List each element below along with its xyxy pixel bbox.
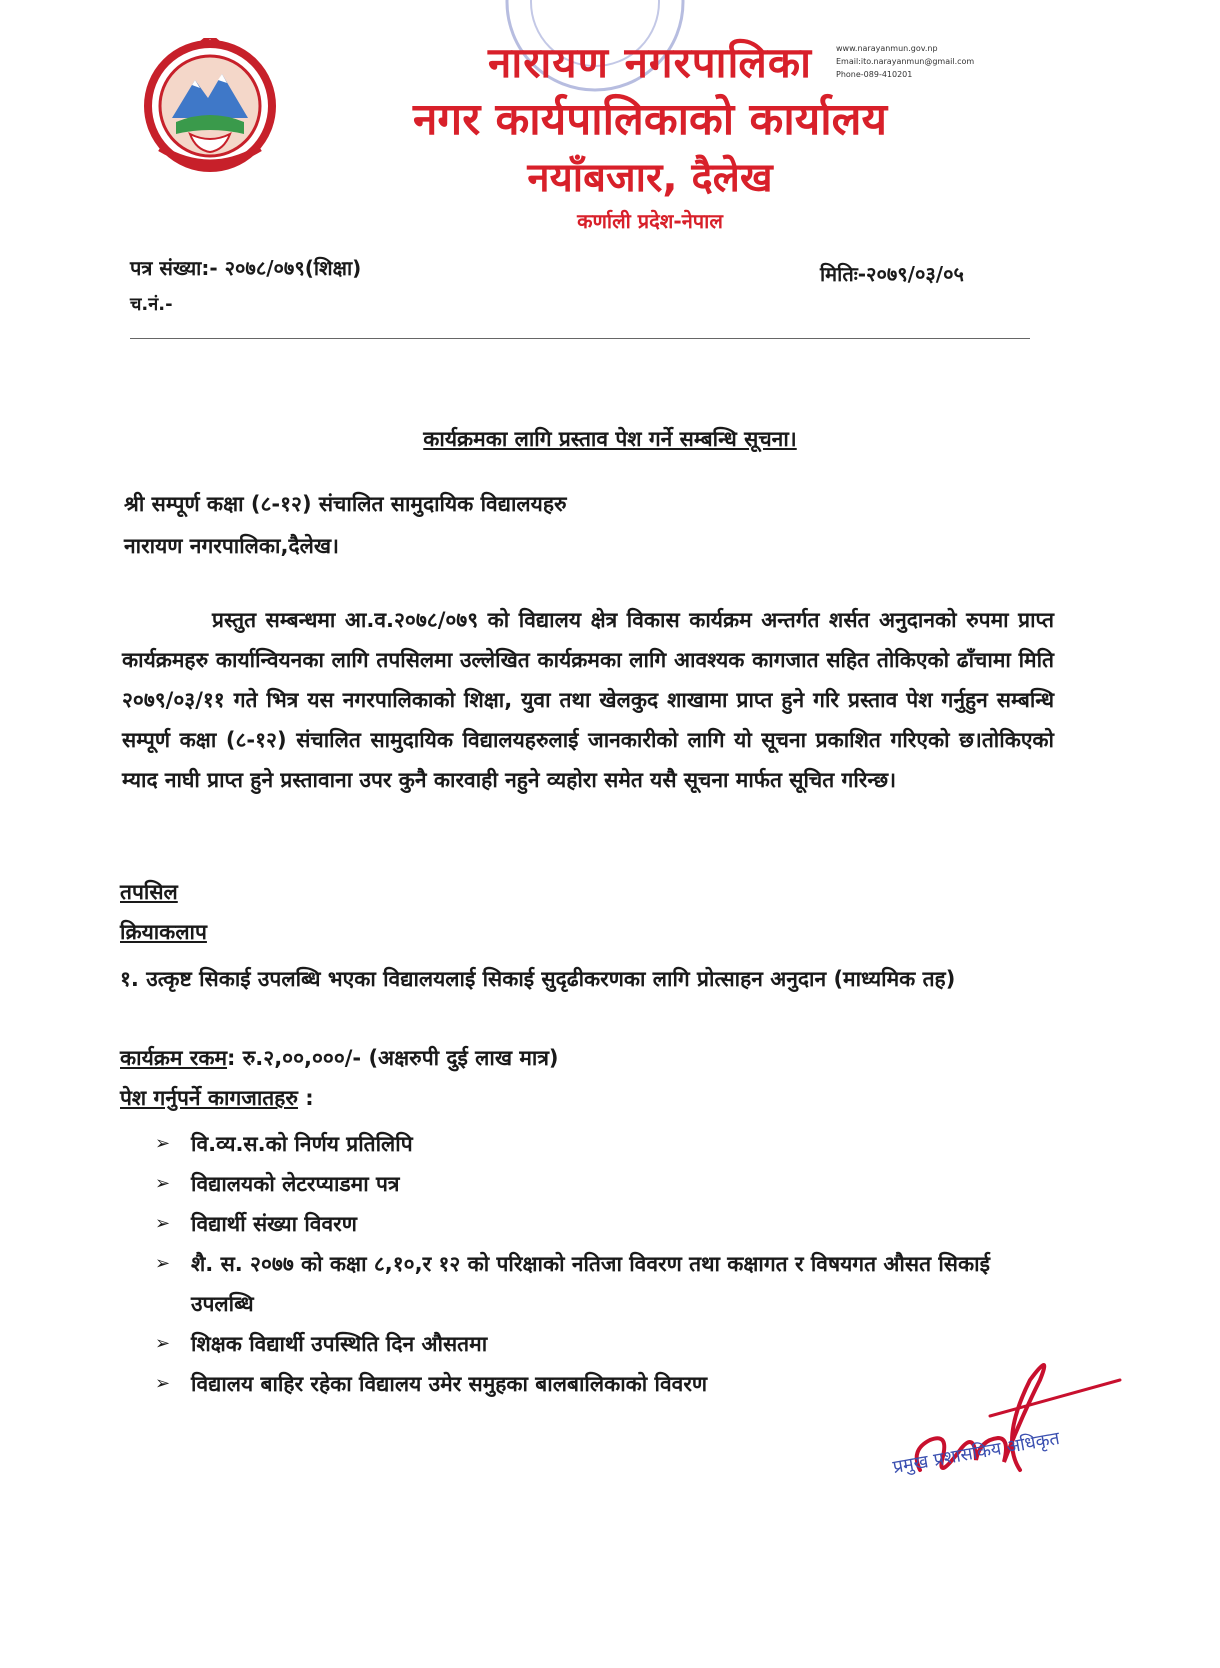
dispatch-number: च.नं.- [130,294,173,315]
arrow-bullet-icon: ➢ [155,1173,171,1194]
arrow-bullet-icon: ➢ [155,1213,171,1234]
documents-label: पेश गर्नुपर्ने कागजातहरु [120,1086,298,1110]
signatory-title: प्रमुख प्रशासकिय अधिकृत [891,1427,1062,1479]
letter-reference-number: पत्र संख्या:- २०७८/०७९(शिक्षा) [130,256,362,280]
program-amount [120,1044,559,1072]
list-item: ➢ शै. स. २०७७ को कक्षा ८,१०,र १२ को परिक्षाको नतिजा विवरण तथा कक्षागत र विषयगत औसत सिकाई उपलब्धि [155,1244,1055,1324]
arrow-bullet-icon: ➢ [155,1333,171,1354]
list-item: ➢ शिक्षक विद्यार्थी उपस्थिति दिन औसतमा [155,1324,1055,1364]
header-divider [130,338,1030,339]
list-item: ➢ विद्यालय बाहिर रहेका विद्यालय उमेर समुहका बालबालिकाको विवरण [155,1364,1055,1404]
org-office: नगर कार्यपालिकाको कार्यालय [413,94,887,145]
details-heading: तपसिल [120,880,178,904]
signature-icon [880,1320,1140,1530]
email-text: Email:ito.narayanmun@gmail.com [836,57,975,66]
list-item: ➢ विद्यालयको लेटरप्याडमा पत्र [155,1164,1055,1204]
arrow-bullet-icon: ➢ [155,1253,171,1274]
amount-label: कार्यक्रम रकम [120,1046,228,1070]
letter-date: मितिः-२०७९/०३/०५ [820,262,964,286]
nepal-emblem-icon [140,38,280,178]
arrow-bullet-icon: ➢ [155,1373,171,1394]
org-province: कर्णाली प्रदेश-नेपाल [577,209,723,233]
list-item: ➢ विद्यार्थी संख्या विवरण [155,1204,1055,1244]
activity-item-1: १. उत्कृष्ट सिकाई उपलब्धि भएका विद्यालयलाई सिकाई सुदृढीकरणका लागि प्रोत्साहन अनुदान (माध्यमिक तह) [120,967,956,991]
letter-body: प्रस्तुत सम्बन्धमा आ.व.२०७८/०७९ को विद्यालय क्षेत्र विकास कार्यक्रम अन्तर्गत शर्सत अनुदानको रुपमा प्राप्त कार्यक्रमहरु कार्यान्वियनका लागि तपसिलमा उल्लेखित कार्यक्रमका लागि आवश्यक कागजात सहित तोकिएको ढाँचामा मिति २०७९/०३/११ गते भित्र यस नगरपालिकाको शिक्षा, युवा तथा खेलकुद शाखामा प्राप्त हुने गरि प्रस्ताव पेश गर्नुहुन सम्बन्धि सम्पूर्ण कक्षा (८-१२) संचालित सामुदायिक विद्यालयहरुलाई जानकारीको लागि यो सूचना प्रकाशित गरिएको छ।तोकिएको म्याद नाघी प्राप्त हुने प्रस्तावाना उपर कुनै कारवाही नहुने व्यहोरा समेत यसै सूचना मार्फत सूचित गरिन्छ। [122,608,1054,792]
addressee-line-2: नारायण नगरपालिका,दैलेख। [124,534,339,558]
phone-text: Phone-089-410201 [836,70,913,79]
amount-value: : रु.२,००,०००/- (अक्षरुपी दुई लाख मात्र) [227,1046,559,1070]
contact-info [836,42,974,81]
subject-text: कार्यक्रमका लागि प्रस्ताव पेश गर्ने सम्बन्धि सूचना। [423,427,797,451]
website-text: www.narayanmun.gov.np [836,44,938,53]
list-item: ➢ वि.व्य.स.को निर्णय प्रतिलिपि [155,1124,1055,1164]
documents-colon: : [297,1086,314,1110]
arrow-bullet-icon: ➢ [155,1133,171,1154]
documents-heading [120,1084,314,1112]
activity-heading: क्रियाकलाप [120,920,207,944]
org-location: नयाँबजार, दैलेख [527,155,773,201]
letter-subject [0,425,1220,453]
addressee-line-1: श्री सम्पूर्ण कक्षा (८-१२) संचालित सामुदायिक विद्यालयहरु [124,492,567,516]
org-name: नारायण नगरपालिका [488,38,812,87]
